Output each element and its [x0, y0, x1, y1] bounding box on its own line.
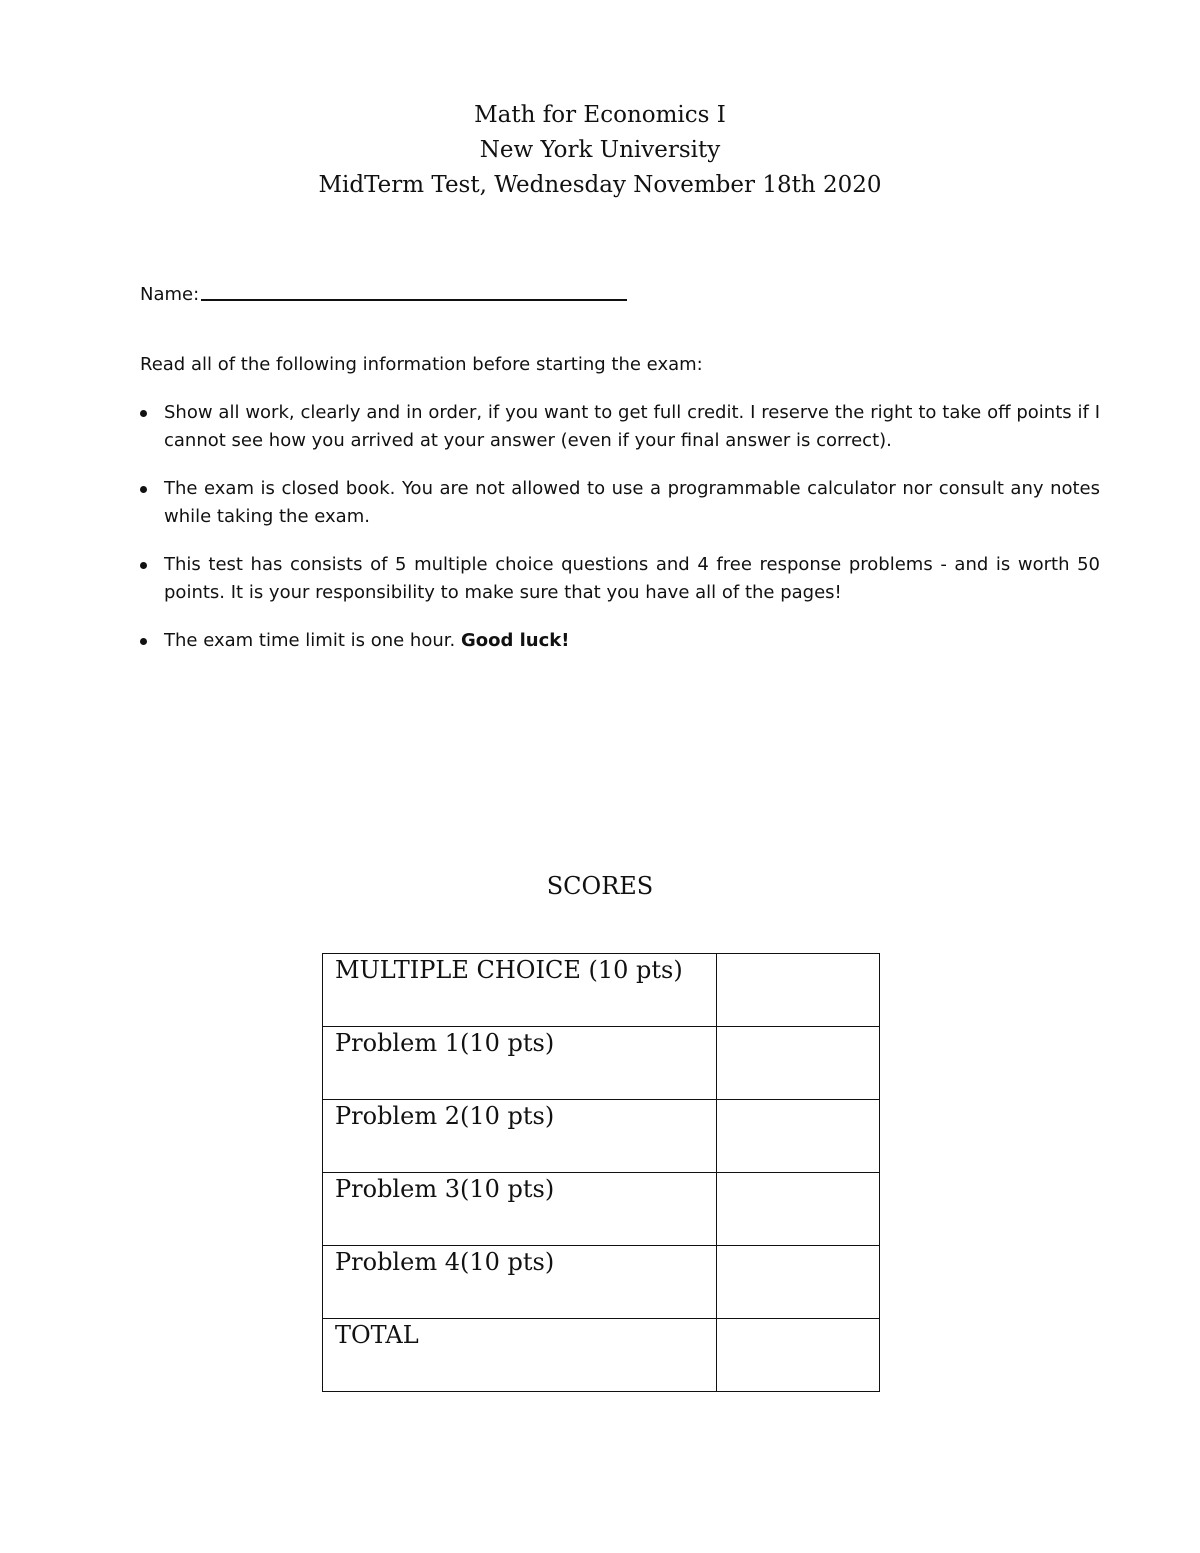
instruction-text: This test has consists of 5 multiple choice questions and 4 free response problems - and is worth 50 points. It is your responsibility to make sure that you have all of the pages!	[164, 554, 1100, 603]
bullet-icon	[140, 410, 147, 417]
bullet-icon	[140, 638, 147, 645]
good-luck-text: Good luck!	[460, 630, 570, 651]
exam-header	[0, 98, 1200, 203]
table-row	[323, 1100, 880, 1173]
instruction-item-time-limit	[140, 627, 1100, 655]
instruction-text: The exam time limit is one hour.	[164, 630, 456, 651]
instructions-intro: Read all of the following information before starting the exam:	[140, 354, 703, 375]
score-entry-cell[interactable]	[717, 1100, 880, 1173]
table-row	[323, 1173, 880, 1246]
score-entry-cell[interactable]	[717, 1319, 880, 1392]
table-row	[323, 954, 880, 1027]
score-row-label: Problem 2(10 pts)	[323, 1100, 717, 1173]
exam-title: MidTerm Test, Wednesday November 18th 2020	[318, 172, 882, 198]
instruction-item-show-work	[140, 399, 1100, 455]
instruction-text: Show all work, clearly and in order, if you want to get full credit. I reserve the right to take off points if I cannot see how you arrived at your answer (even if your final answer is correct).	[164, 402, 1100, 451]
instruction-item-test-structure	[140, 551, 1100, 607]
score-row-label: MULTIPLE CHOICE (10 pts)	[323, 954, 717, 1027]
table-row	[323, 1027, 880, 1100]
score-entry-cell[interactable]	[717, 1173, 880, 1246]
score-entry-cell[interactable]	[717, 1246, 880, 1319]
instructions-section	[140, 351, 1100, 675]
score-row-label: Problem 4(10 pts)	[323, 1246, 717, 1319]
score-entry-cell[interactable]	[717, 1027, 880, 1100]
instruction-text: The exam is closed book. You are not allowed to use a programmable calculator nor consult any notes while taking the exam.	[164, 478, 1100, 527]
course-title: Math for Economics I	[474, 102, 726, 128]
score-row-label: Problem 1(10 pts)	[323, 1027, 717, 1100]
university-name: New York University	[479, 137, 721, 163]
score-entry-cell[interactable]	[717, 954, 880, 1027]
name-field-line[interactable]	[201, 299, 627, 301]
bullet-icon	[140, 562, 147, 569]
bullet-icon	[140, 486, 147, 493]
name-label: Name:	[140, 284, 200, 305]
scores-table	[322, 953, 880, 1392]
name-field-row	[140, 284, 627, 305]
table-row	[323, 1246, 880, 1319]
instruction-item-closed-book	[140, 475, 1100, 531]
score-row-label: TOTAL	[323, 1319, 717, 1392]
table-row	[323, 1319, 880, 1392]
score-row-label: Problem 3(10 pts)	[323, 1173, 717, 1246]
instructions-list	[140, 399, 1100, 655]
scores-title: SCORES	[546, 872, 654, 900]
